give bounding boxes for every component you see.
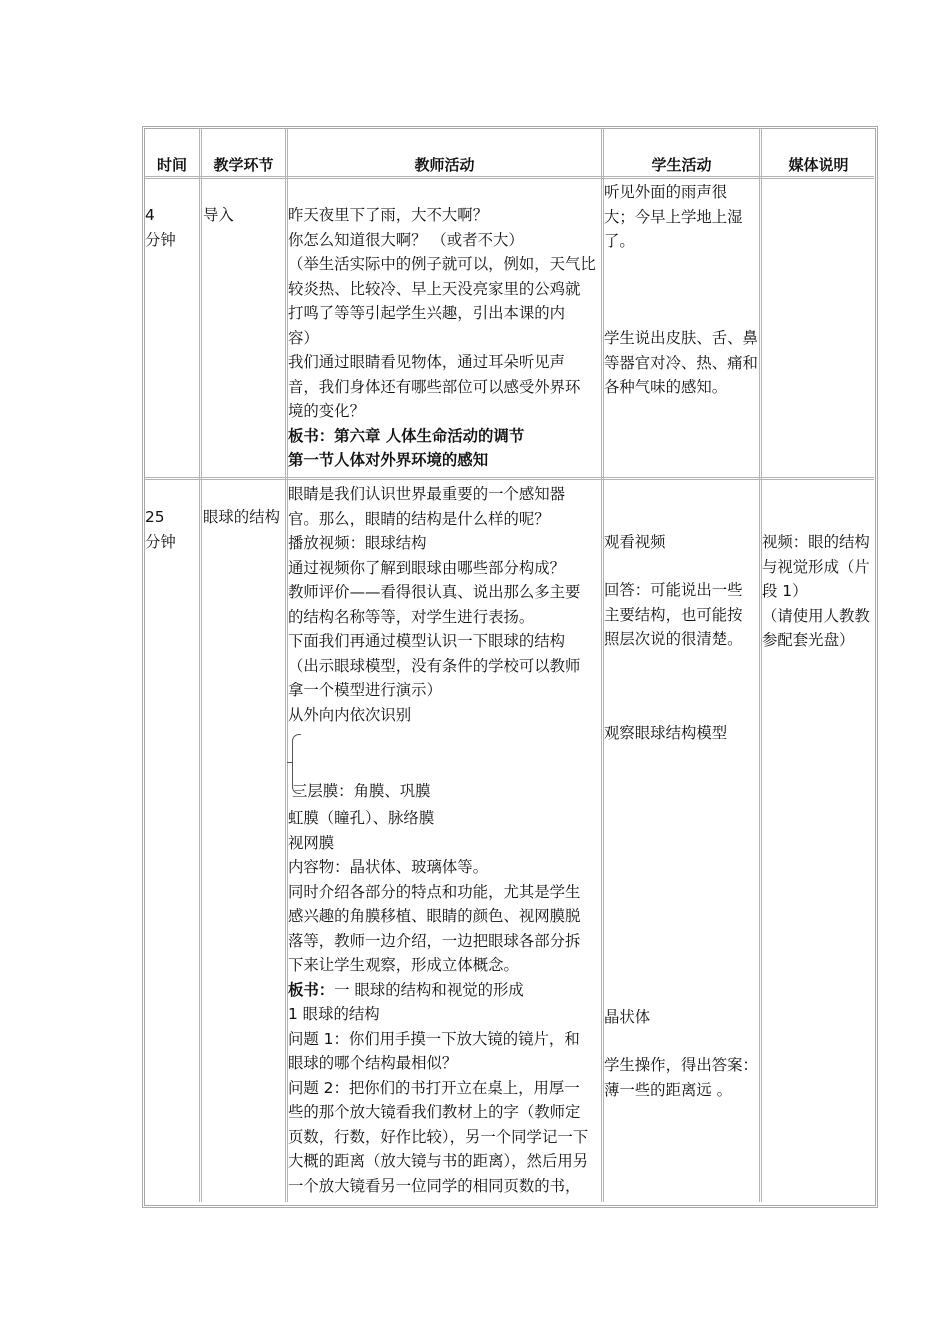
row2-student-answer: 回答：可能说出一些 主要结构，也可能按 照层次说的很清楚。 <box>604 581 743 648</box>
header-time: 时间 <box>156 156 187 174</box>
row1-stage: 导入 <box>203 206 234 224</box>
row2-teacher-activity-b: 虹膜（瞳孔）、脉络膜 视网膜 内容物：晶状体、玻璃体等。 同时介绍各部分的特点和功能，尤其是学生 感兴趣的角膜移植、眼睛的颜色、视网膜脱 落等，教师一边介绍，一边把眼球各部分拆 下来让学生观察，形成立体概念。 板书：一 眼球的结构和视觉的形成 1 眼球的结构 问题 1：你们用手摸一下放大镜的镜片，和 眼球的哪个结构最相似？ 问题 2：把你们的书打开立在桌上，用厚一 些的那个放大镜看我们教材上的字（教师定 页数，行数，好作比较），另一个同学记一下 大概的距离（放大镜与书的距离），然后用另 一个放大镜看另一位同学的相同页数的书， <box>288 809 589 1195</box>
row2-teacher-activity-a: 眼睛是我们认识世界最重要的一个感知器 官。那么，眼睛的结构是什么样的呢？ 播放视频：眼球结构 通过视频你了解到眼球由哪些部分构成？ 教师评价——看得很认真、说出那么多主要 的结构名称等等，对学生进行表扬。 下面我们再通过模型认识一下眼球的结构 （出示眼球模型，没有条件的学校可以教师 拿一个模型进行演示） 从外向内依次识别 <box>288 485 581 724</box>
board-heading: 第一节人体对外界环境的感知 <box>288 451 489 469</box>
row1-student-activity-a: 听见外面的雨声很 大；今早上学地上湿 了。 <box>604 183 743 250</box>
row2-stage: 眼球的结构 <box>203 508 280 526</box>
row2-time: 25 分钟 <box>145 508 176 551</box>
header-media: 媒体说明 <box>788 156 849 174</box>
header-teacher-activity: 教师活动 <box>414 156 475 174</box>
column-divider <box>759 129 762 1202</box>
header-student-activity: 学生活动 <box>651 156 712 174</box>
board-heading: 板书：第六章 人体生命活动的调节 <box>288 426 525 445</box>
row1-student-activity-b: 学生说出皮肤、舌、鼻 等器官对冷、热、痛和 各种气味的感知。 <box>604 329 758 396</box>
row-divider <box>145 176 874 179</box>
column-divider <box>199 129 202 1202</box>
column-divider <box>601 129 604 1202</box>
header-stage: 教学环节 <box>213 156 274 174</box>
row2-student-model: 观察眼球结构模型 <box>604 724 728 742</box>
brace-bracket-tick <box>287 762 293 763</box>
row1-teacher-activity: 昨天夜里下了雨，大不大啊？ 你怎么知道很大啊？ （或者不大） （举生活实际中的例子就可以，例如，天气比 较炎热、比较冷、早上天没亮家里的公鸡就 打鸣了等等引起学生兴趣，引出本课的内 容） 我们通过眼睛看见物体，通过耳朵听见声 音，我们身体还有哪些部位可以感受外界环 境的变化？ 板书：第六章 人体生命活动的调节 第一节人体对外界环境的感知 <box>288 203 596 473</box>
row-divider <box>145 477 874 480</box>
board-line: 板书：一 眼球的结构和视觉的形成 <box>288 980 524 999</box>
row1-time: 4 分钟 <box>145 206 176 249</box>
row2-student-operation: 学生操作，得出答案： 薄一些的距离远 。 <box>604 1056 758 1099</box>
row2-student-video: 观看视频 <box>604 533 666 551</box>
row2-student-lens: 晶状体 <box>604 1008 651 1026</box>
row2-media: 视频：眼的结构 与视觉形成（片 段 1） （请使用人教教 参配套光盘） <box>762 533 870 649</box>
eye-layers-text: 三层膜：角膜、巩膜 <box>292 782 431 800</box>
